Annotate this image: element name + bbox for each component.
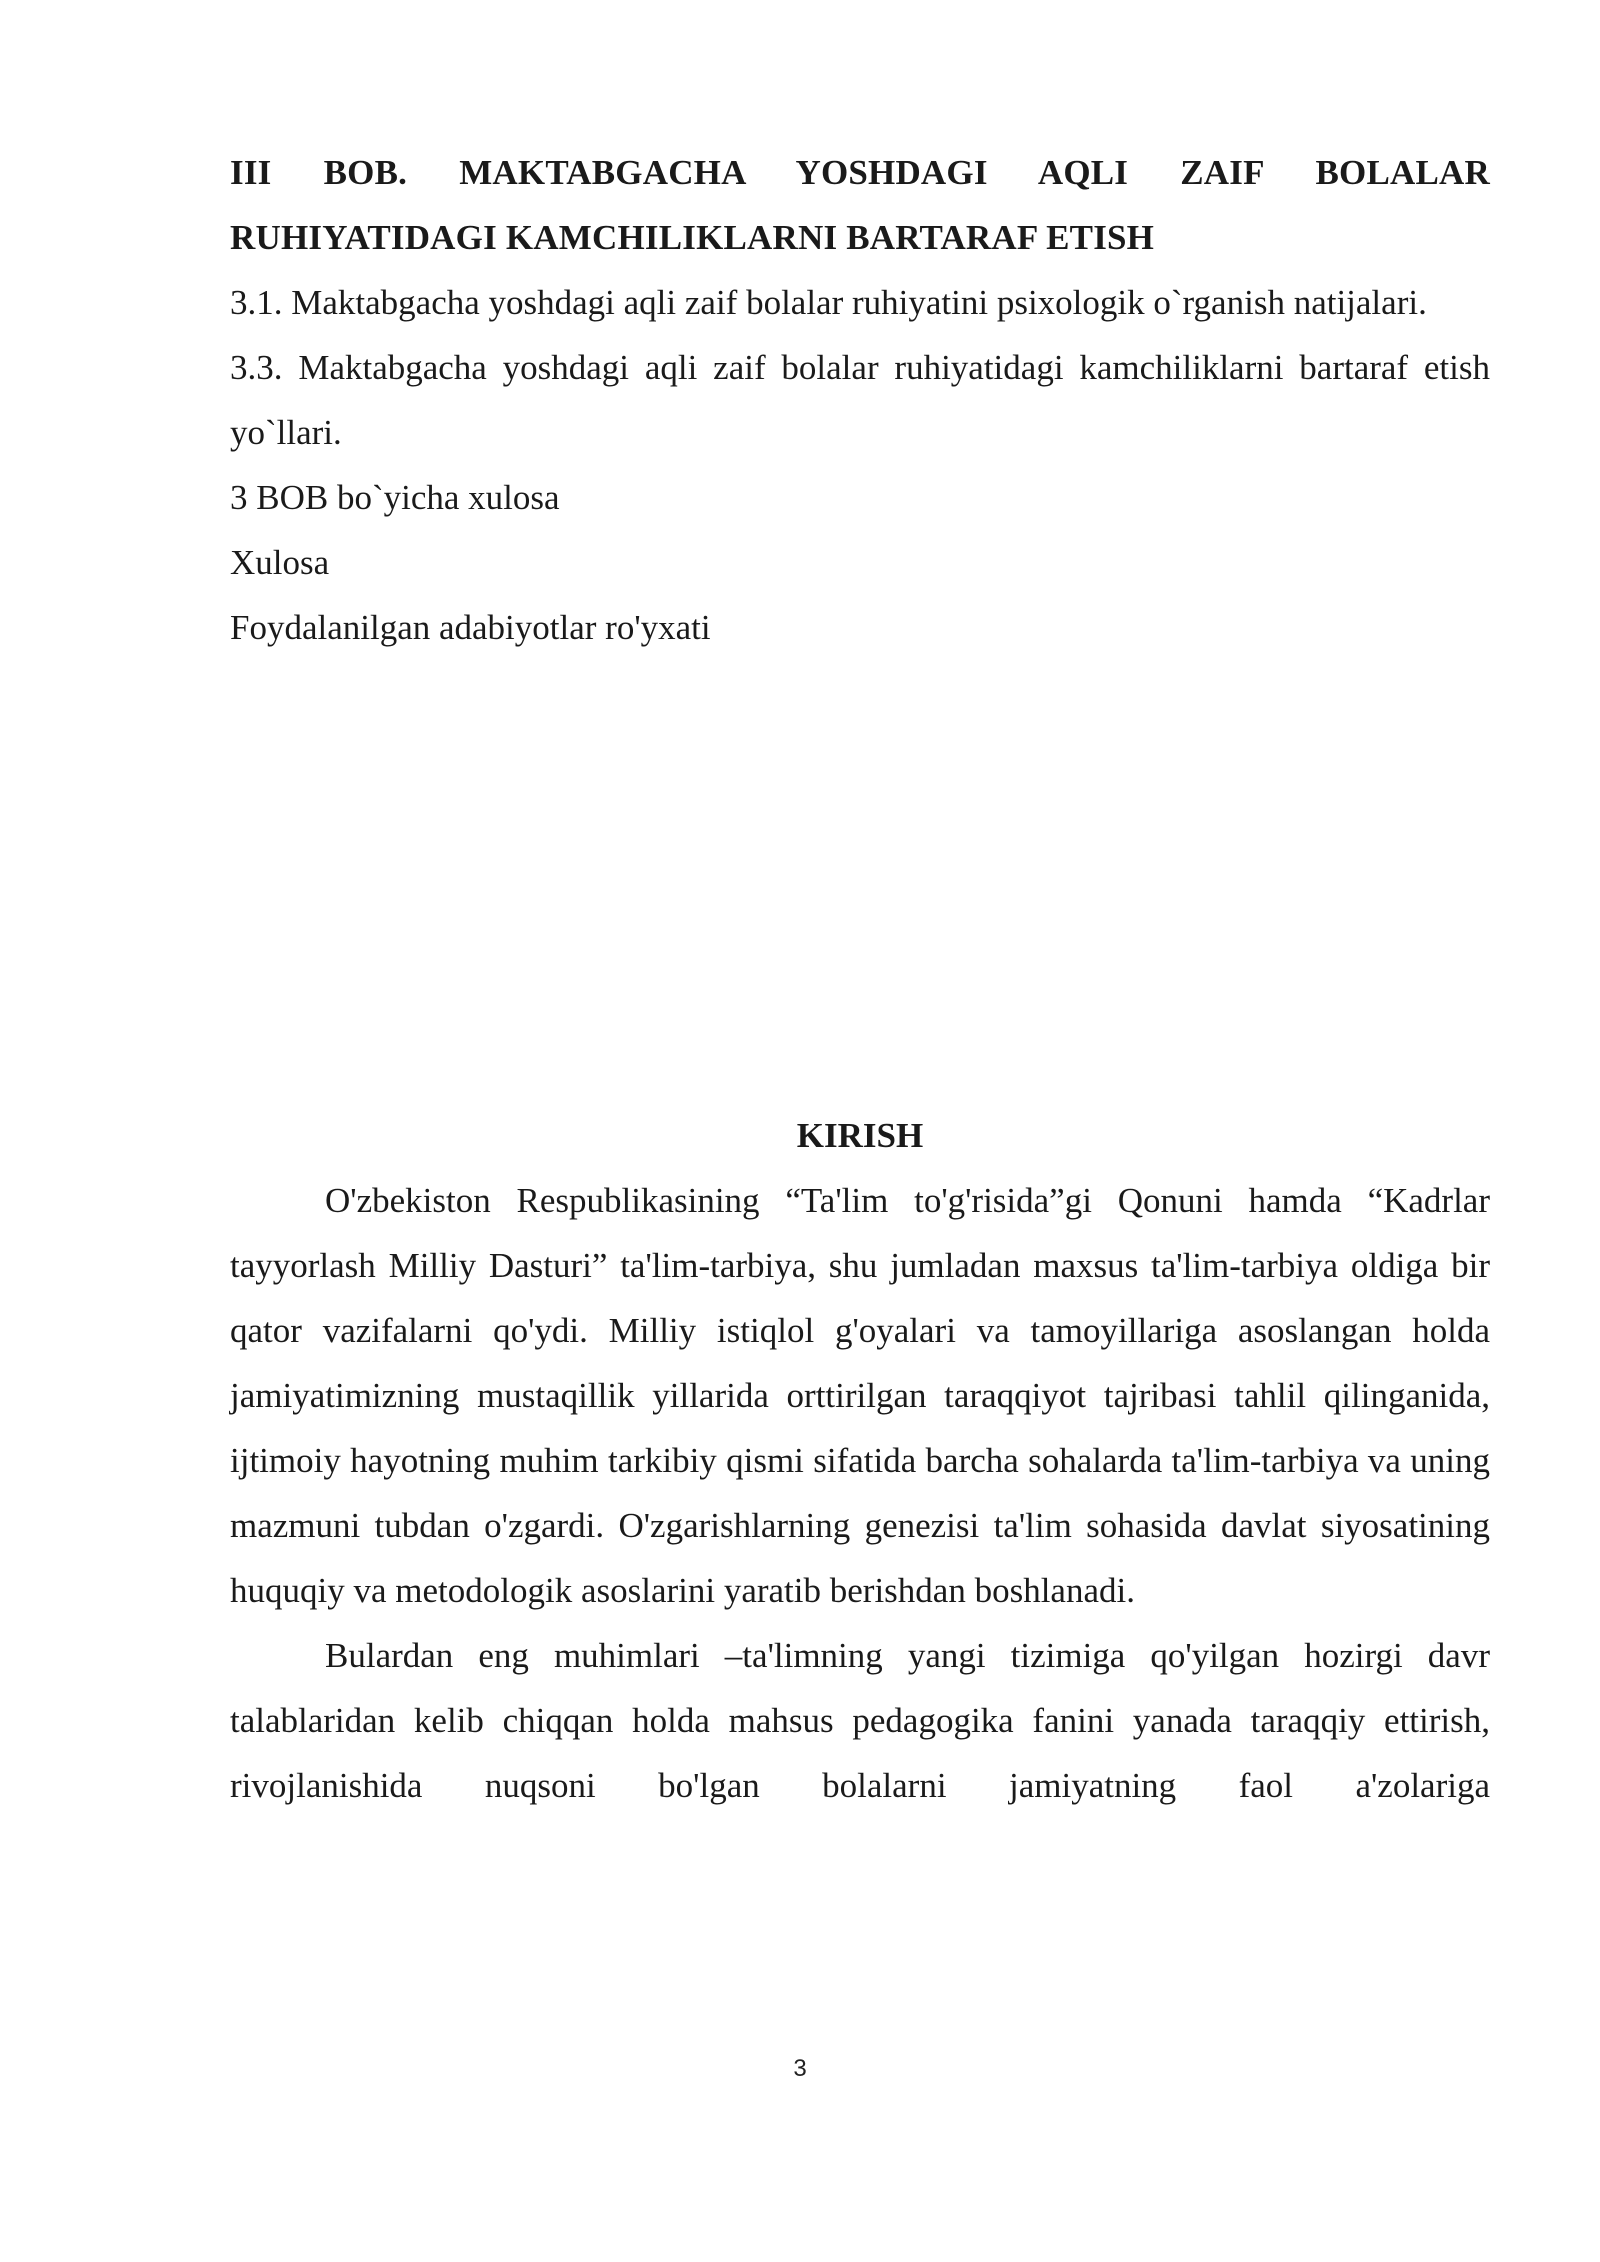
intro-heading: KIRISH	[796, 1116, 924, 1155]
intro-paragraph-2: Bulardan eng muhimlari –ta'limning yangi tizimiga qo'yilgan hozirgi davr talablaridan kelib chiqqan holda mahsus pedagogika fanini yanada taraqqiy ettirish, rivojlanishida nuqsoni bo'lgan bolalarni jamiyatning faol a'zolariga	[230, 1636, 1490, 1805]
toc-references: Foydalanilgan adabiyotlar ro'yxati	[230, 608, 711, 647]
document-page	[230, 140, 1490, 1818]
toc-item-3-3: 3.3. Maktabgacha yoshdagi aqli zaif bolalar ruhiyatidagi kamchiliklarni bartaraf etish yo`llari.	[230, 348, 1490, 452]
blank-space	[230, 660, 1490, 1103]
intro-paragraph-1: O'zbekiston Respublikasining “Ta'lim to'g'risida”gi Qonuni hamda “Kadrlar tayyorlash Milliy Dasturi” ta'lim-tarbiya, shu jumladan maxsus ta'lim-tarbiya oldiga bir qator vazifalarni qo'ydi. Milliy istiqlol g'oyalari va tamoyillariga asoslangan holda jamiyatimizning mustaqillik yillarida orttirilgan taraqqiyot tajribasi tahlil qilinganida, ijtimoiy hayotning muhim tarkibiy qismi sifatida barcha sohalarda ta'lim-tarbiya va uning mazmuni tubdan o'zgardi. O'zgarishlarning genezisi ta'lim sohasida davlat siyosatining huquqiy va metodologik asoslarini yaratib berishdan boshlanadi.	[230, 1181, 1490, 1610]
toc-item-3-1: 3.1. Maktabgacha yoshdagi aqli zaif bolalar ruhiyatini psixologik o`rganish natijalari.	[230, 283, 1427, 322]
toc-conclusion: Xulosa	[230, 543, 330, 582]
page-number: 3	[793, 2055, 807, 2082]
chapter-title: III BOB. MAKTABGACHA YOSHDAGI AQLI ZAIF BOLALAR RUHIYATIDAGI KAMCHILIKLARNI BARTARAF ETISH	[230, 153, 1490, 257]
toc-chapter-summary: 3 BOB bo`yicha xulosa	[230, 478, 560, 517]
